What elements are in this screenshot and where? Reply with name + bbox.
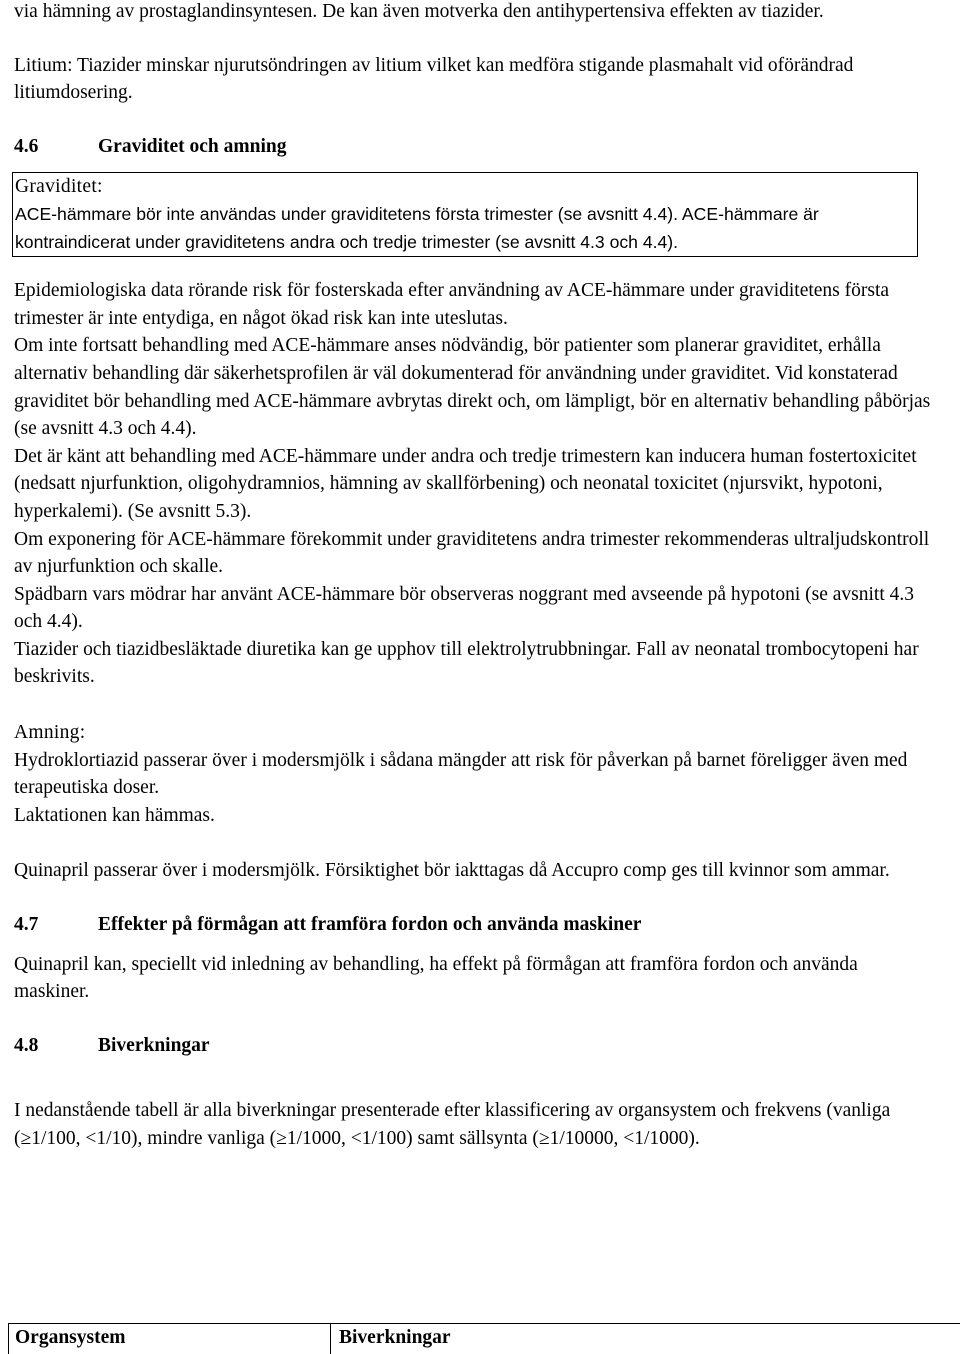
section-heading-4-6 xyxy=(14,133,934,161)
section-title: Graviditet och amning xyxy=(98,135,287,157)
lactation-paragraph: Laktationen kan hämmas. xyxy=(14,804,215,826)
adverse-effects-table-header xyxy=(8,1323,960,1354)
section-heading-4-7 xyxy=(14,911,934,939)
section-4-8-text: I nedanstående tabell är alla biverkningar presenterade efter klassificering av organsystem och frekvens (vanliga (≥1/100, <1/10), mindre vanliga (≥1/1000, <1/100) samt sällsynta (≥1/10000, <1/1000). xyxy=(14,1100,891,1149)
pregnancy-warning-box xyxy=(12,172,918,257)
table-header-biverkningar: Biverkningar xyxy=(339,1327,451,1348)
pregnancy-paragraph: Epidemiologiska data rörande risk för fosterskada efter användning av ACE-hämmare under graviditetens första trimester är inte entydiga, en något ökad risk kan inte uteslutas. xyxy=(14,280,890,329)
pregnancy-paragraph: Det är känt att behandling med ACE-hämmare under andra och tredje trimestern kan inducera human fostertoxicitet (nedsatt njurfunktion, oligohydramnios, hämning av skallförbening) och neonatal toxicitet (njursvikt, hypotoni, hyperkalemi). (Se avsnitt 5.3). xyxy=(14,445,917,522)
pregnancy-paragraph: Om exponering för ACE-hämmare förekommit under graviditetens andra trimester rekommenderas ultraljudskontroll av njurfunktion och skalle. xyxy=(14,528,930,578)
section-title: Effekter på förmågan att framföra fordon och använda maskiner xyxy=(98,914,642,936)
document-page xyxy=(14,0,934,1153)
section-number: 4.7 xyxy=(14,914,39,936)
table-header-organsystem: Organsystem xyxy=(9,1324,331,1354)
pregnancy-paragraph: Spädbarn vars mödrar har använt ACE-hämmare bör observeras noggrant med avseende på hypotoni (se avsnitt 4.3 och 4.4). xyxy=(14,583,914,633)
section-4-7-text: Quinapril kan, speciellt vid inledning av behandling, ha effekt på förmågan att framföra fordon och använda maskiner. xyxy=(14,953,858,1003)
pregnancy-warning-text: ACE-hämmare bör inte användas under graviditetens första trimester (se avsnitt 4.4). ACE-hämmare är kontraindicerat under graviditetens andra och tredje trimester (se avsnitt 4.3 och 4.4). xyxy=(15,203,819,252)
section-heading-4-8 xyxy=(14,1032,934,1060)
pregnancy-label: Graviditet: xyxy=(15,176,103,198)
intro-paragraph-lithium: Litium: Tiazider minskar njurutsöndringen av litium vilket kan medföra stigande plasmahalt vid oförändrad litiumdosering. xyxy=(14,54,854,104)
pregnancy-paragraph: Om inte fortsatt behandling med ACE-hämmare anses nödvändig, bör patienter som planerar graviditet, erhålla alternativ behandling där säkerhetsprofilen är väl dokumenterad för användning under graviditet. Vid konstaterad graviditet bör behandling med ACE-hämmare avbrytas direkt och, om lämpligt, bör en alternativ behandling påbörjas (se avsnitt 4.3 och 4.4). xyxy=(14,335,931,440)
pregnancy-paragraph: Tiazider och tiazidbesläktade diuretika kan ge upphov till elektrolytrubbningar. Fall av neonatal trombocytopeni har beskrivits. xyxy=(14,638,919,688)
lactation-paragraph: Hydroklortiazid passerar över i modersmjölk i sådana mängder att risk för påverkan på barnet föreligger även med terapeutiska doser. xyxy=(14,749,908,799)
lactation-label: Amning: xyxy=(14,722,86,744)
section-title: Biverkningar xyxy=(98,1034,210,1056)
section-number: 4.8 xyxy=(14,1034,39,1056)
section-number: 4.6 xyxy=(14,135,39,157)
intro-paragraph-nsaid: via hämning av prostaglandinsyntesen. De kan även motverka den antihypertensiva effekten av tiazider. xyxy=(14,1,824,22)
quinapril-lactation-paragraph: Quinapril passerar över i modersmjölk. Försiktighet bör iakttagas då Accupro comp ges till kvinnor som ammar. xyxy=(14,860,890,882)
